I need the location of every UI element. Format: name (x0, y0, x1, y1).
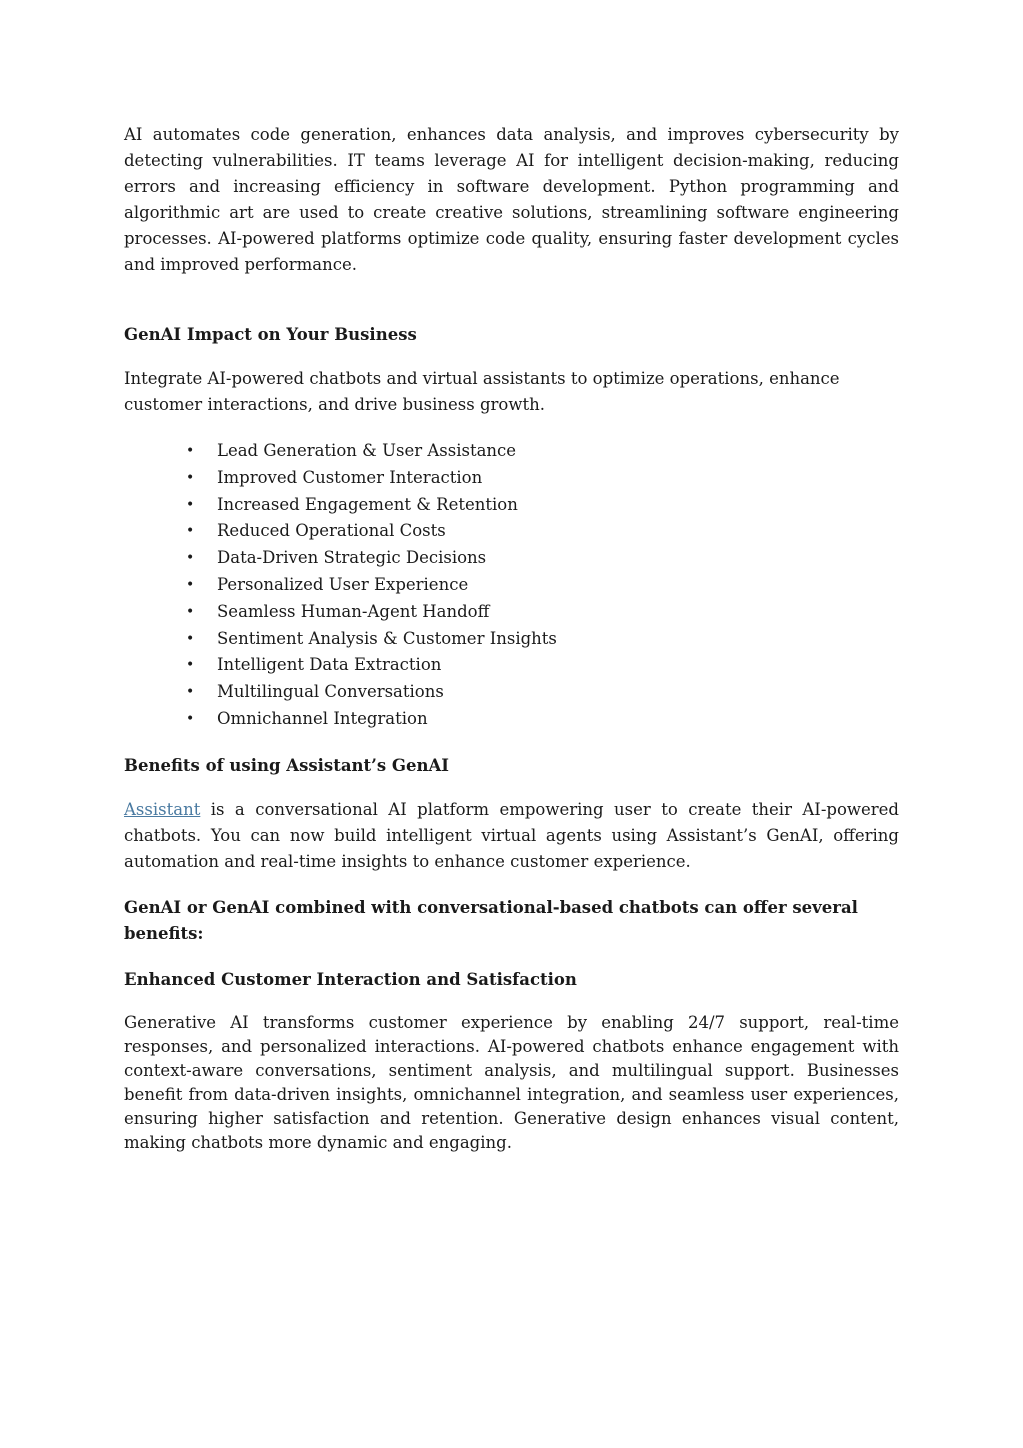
list-item (124, 626, 899, 653)
bullet-icon: • (186, 576, 195, 593)
feature-list (124, 438, 899, 733)
list-item-label: Increased Engagement & Retention (217, 494, 518, 514)
list-item-label: Omnichannel Integration (217, 708, 428, 728)
list-item-label: Reduced Operational Costs (217, 521, 446, 541)
list-item-label: Improved Customer Interaction (217, 467, 483, 487)
enhanced-interaction-heading: Enhanced Customer Interaction and Satisfaction (124, 969, 577, 989)
bullet-icon: • (186, 523, 195, 540)
document-page (124, 122, 899, 1155)
list-item (124, 679, 899, 706)
list-item (124, 545, 899, 572)
list-item (124, 599, 899, 626)
list-item (124, 706, 899, 733)
bullet-icon: • (186, 657, 195, 674)
list-item-label: Lead Generation & User Assistance (217, 441, 517, 460)
list-item (124, 572, 899, 599)
bullet-icon: • (186, 550, 195, 567)
list-item-label: Seamless Human-Agent Handoff (217, 601, 490, 621)
combined-benefits-heading: GenAI or GenAI combined with conversational-based chatbots can offer several benefits: (124, 897, 858, 943)
impact-paragraph: Integrate AI-powered chatbots and virtual assistants to optimize operations, enhance customer interactions, and drive business growth. (124, 369, 840, 414)
enhanced-interaction-paragraph: Generative AI transforms customer experience by enabling 24/7 support, real-time responses, and personalized interactions. AI-powered chatbots enhance engagement with context-aware conversations, sentiment analysis, and multilingual support. Businesses benefit from data-driven insights, omnichannel integration, and seamless user experiences, ensuring higher satisfaction and retention. Generative design enhances visual content, making chatbots more dynamic and engaging. (124, 1012, 899, 1152)
list-item-label: Sentiment Analysis & Customer Insights (217, 628, 557, 648)
intro-paragraph: AI automates code generation, enhances data analysis, and improves cybersecurity by detecting vulnerabilities. IT teams leverage AI for intelligent decision-making, reducing errors and increasing efficiency in software development. Python programming and algorithmic art are used to create creative solutions, streamlining software engineering processes. AI-powered platforms optimize code quality, ensuring faster development cycles and improved performance. (124, 125, 899, 274)
bullet-icon: • (186, 603, 195, 620)
list-item-label: Intelligent Data Extraction (217, 655, 442, 675)
list-item (124, 492, 899, 519)
bullet-icon: • (186, 710, 195, 727)
bullet-icon: • (186, 469, 195, 486)
list-item-label: Data-Driven Strategic Decisions (217, 548, 487, 568)
bullet-icon: • (186, 684, 195, 701)
bullet-icon: • (186, 496, 195, 513)
bullet-icon: • (186, 443, 195, 459)
assistant-link[interactable]: Assistant (124, 799, 201, 819)
bullet-icon: • (186, 630, 195, 647)
benefits-heading: Benefits of using Assistant’s GenAI (124, 755, 450, 775)
list-item (124, 652, 899, 679)
list-item (124, 518, 899, 545)
assistant-paragraph (124, 797, 899, 875)
list-item-label: Multilingual Conversations (217, 682, 444, 702)
assistant-paragraph-text: is a conversational AI platform empowering user to create their AI-powered chatbots. You can now build intelligent virtual agents using Assistant’s GenAI, offering automation and real-time insights to enhance customer experience. (124, 799, 899, 871)
list-item-label: Personalized User Experience (217, 574, 469, 594)
list-item (124, 465, 899, 492)
list-item (124, 438, 899, 465)
impact-heading: GenAI Impact on Your Business (124, 325, 417, 344)
